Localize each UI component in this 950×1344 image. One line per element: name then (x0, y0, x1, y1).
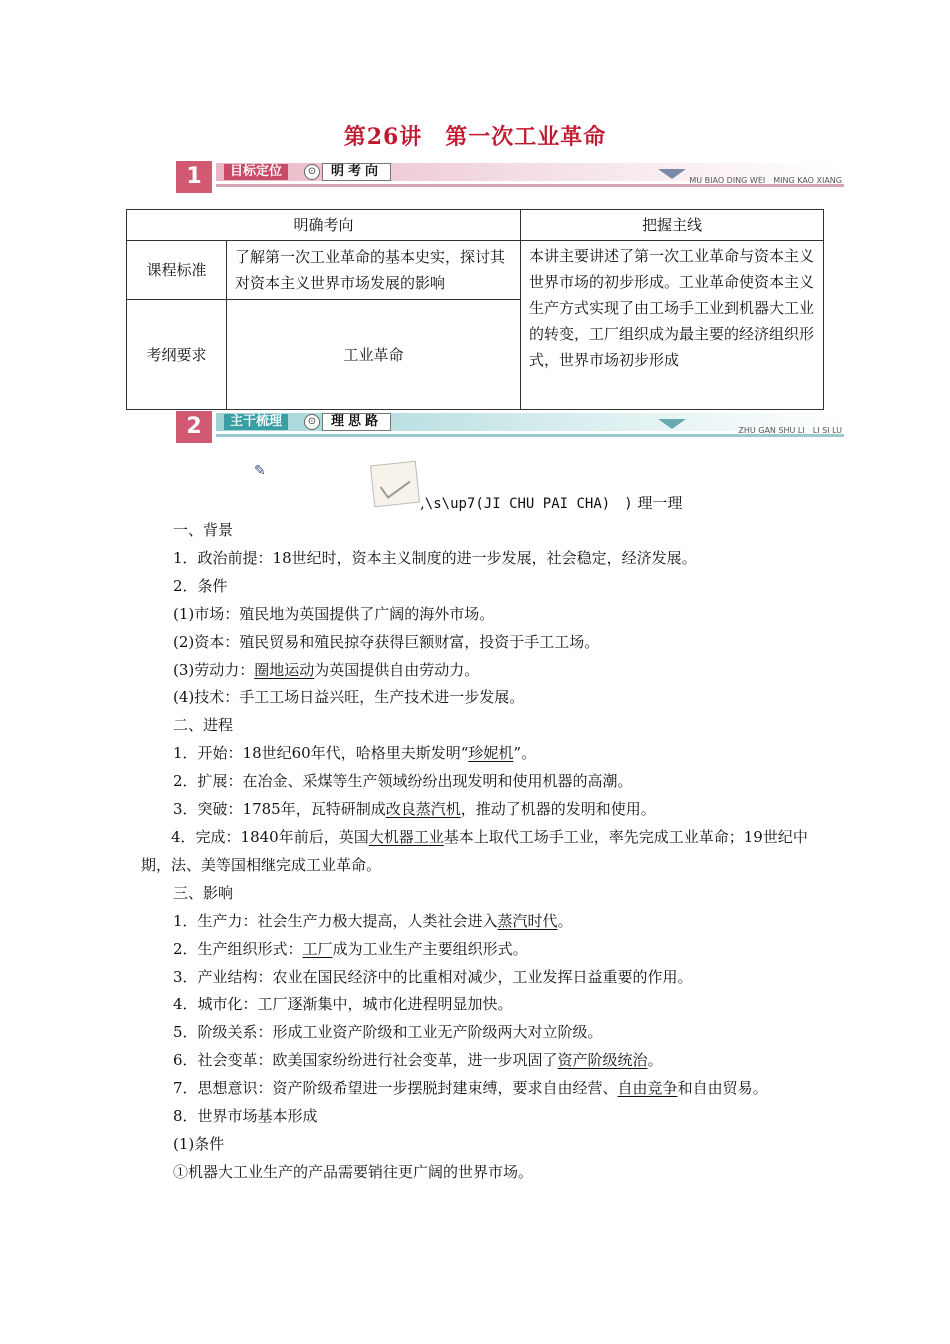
line: (4)技术：手工工场日益兴旺，生产技术进一步发展。 (173, 688, 525, 707)
heading-impact: 三、影响 (173, 883, 234, 902)
line: 4．完成：1840年前后，英国大机器工业基本上取代工场手工业，率先完成工业革命；19世纪中期，法、美等国相继完成工业革命。 (141, 827, 808, 874)
line: (3)劳动力：圈地运动为英国提供自由劳动力。 (173, 660, 480, 679)
line: 2．生产组织形式：工厂成为工业生产主要组织形式。 (173, 939, 528, 958)
section-tag: 目标定位 (224, 164, 288, 180)
section-subtitle: 明考向 (322, 163, 391, 181)
line: 1．生产力：社会生产力极大提高，人类社会进入蒸汽时代。 (173, 911, 573, 930)
mainline-text: 本讲主要讲述了第一次工业革命与资本主义世界市场的初步形成。工业革命使资本主义生产方式实现了由工场手工业到机器大工业的转变，工厂组织成为最主要的经济组织形式，世界市场初步形成 (521, 241, 824, 410)
table-head-right: 把握主线 (521, 210, 824, 241)
arrow-circle-icon: ⊙ (304, 164, 320, 180)
line: (1)条件 (173, 1134, 225, 1153)
underlined-term: 资产阶级统治 (557, 1051, 648, 1070)
line: 7．思想意识：资产阶级希望进一步摆脱封建束缚，要求自由经营、自由竞争和自由贸易。 (173, 1079, 768, 1098)
row-label-standard: 课程标准 (127, 241, 227, 300)
table-head-left: 明确考向 (127, 210, 521, 241)
heading-process: 二、进程 (173, 716, 234, 735)
line: 6．社会变革：欧美国家纷纷进行社会变革，进一步巩固了资产阶级统治。 (173, 1051, 663, 1070)
section-number: 2 (176, 411, 212, 443)
section-banner-outline (176, 411, 844, 443)
underlined-term: 大机器工业 (368, 827, 444, 846)
page-title: 第26讲 第一次工业革命 (343, 124, 607, 150)
field-code-line (420, 492, 682, 513)
underlined-term: 工厂 (302, 939, 333, 958)
underlined-term: 蒸汽时代 (497, 911, 558, 930)
section-english: MU BIAO DING WEI MING KAO XIANG (689, 176, 842, 185)
section-english: ZHU GAN SHU LI LI SI LU (738, 426, 842, 435)
pin-icon (658, 169, 686, 179)
line: ①机器大工业生产的产品需要销往更广阔的世界市场。 (173, 1162, 534, 1181)
underlined-term: 改良蒸汽机 (385, 800, 461, 819)
outline-body (143, 517, 811, 1187)
line: 3．突破：1785年，瓦特研制成改良蒸汽机，推动了机器的发明和使用。 (173, 800, 656, 819)
line: 1．政治前提：18世纪时，资本主义制度的进一步发展，社会稳定，经济发展。 (173, 548, 697, 567)
mid-prefix: , (420, 494, 425, 512)
line: 2．扩展：在冶金、采煤等生产领域纷纷出现发明和使用机器的高潮。 (173, 772, 633, 791)
underlined-term: 自由竞争 (617, 1079, 678, 1098)
line: 5．阶级关系：形成工业资产阶级和工业无产阶级两大对立阶级。 (173, 1023, 603, 1042)
line: (1)市场：殖民地为英国提供了广阔的海外市场。 (173, 604, 495, 623)
arrow-circle-icon: ⊙ (304, 414, 320, 430)
row-content-standard: 了解第一次工业革命的基本史实，探讨其对资本主义世界市场发展的影响 (227, 241, 521, 300)
mid-suffix: 理一理 (632, 494, 683, 512)
row-content-syllabus: 工业革命 (227, 300, 521, 410)
line: (2)资本：殖民贸易和殖民掠夺获得巨额财富，投资于手工工场。 (173, 632, 600, 651)
underlined-term: 圈地运动 (254, 660, 315, 679)
row-label-syllabus: 考纲要求 (127, 300, 227, 410)
objectives-table (126, 209, 824, 410)
notepad-icon (370, 461, 420, 508)
pen-icon: ✎ (254, 463, 266, 479)
section-number: 1 (176, 161, 212, 193)
line: 4．城市化：工厂逐渐集中，城市化进程明显加快。 (173, 995, 513, 1014)
mid-code: \s\up7(JI CHU PAI CHA) ) (424, 496, 633, 512)
section-subtitle: 理思路 (322, 413, 391, 431)
heading-background: 一、背景 (173, 521, 234, 539)
line: 1．开始：18世纪60年代，哈格里夫斯发明“珍妮机”。 (173, 744, 537, 763)
line: 3．产业结构：农业在国民经济中的比重相对减少，工业发挥日益重要的作用。 (173, 967, 693, 986)
section-tag: 主干梳理 (224, 414, 288, 430)
line: 8．世界市场基本形成 (173, 1107, 318, 1126)
underlined-term: 珍妮机 (468, 744, 514, 763)
line: 2．条件 (173, 576, 228, 595)
section-banner-goals (176, 161, 844, 193)
pin-icon (658, 419, 686, 429)
